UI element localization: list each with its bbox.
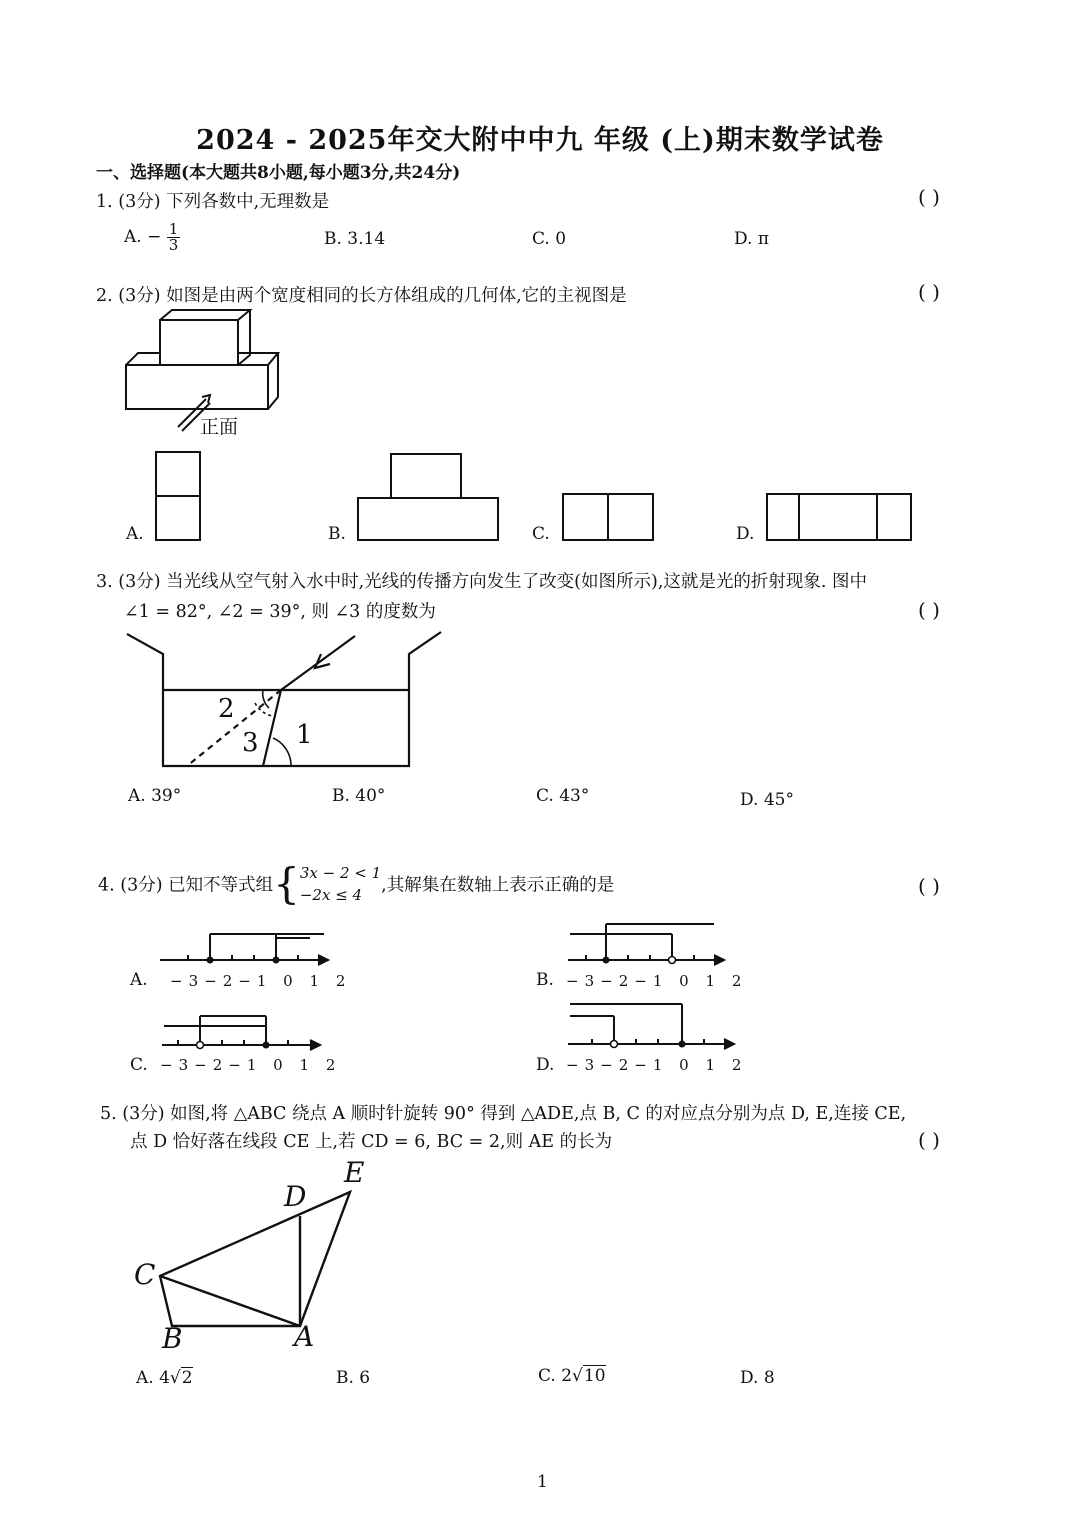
q5-label-a: A (294, 1320, 315, 1353)
q2-option-a-figure (154, 450, 202, 542)
q3-option-d[interactable]: D. 45° (740, 790, 794, 810)
q4-inequality-system: 3x − 2 < 1 −2x ≤ 4 (299, 864, 382, 904)
q5-stem-line2: 点 D 恰好落在线段 CE 上,若 CD = 6, BC = 2,则 AE 的长为 (130, 1132, 613, 1152)
q3-stem-line2: ∠1 = 82°, ∠2 = 39°, 则 ∠3 的度数为 (124, 602, 436, 622)
q3-answer-paren[interactable]: ( ) (918, 598, 940, 622)
q4-option-d[interactable]: D. (536, 1055, 555, 1075)
q5-label-c: C (134, 1258, 156, 1291)
page-number: 1 (537, 1472, 548, 1492)
q5-option-b[interactable]: B. 6 (336, 1368, 371, 1388)
q1-option-a-label: A. − (124, 227, 162, 247)
q1-option-a[interactable] (124, 222, 180, 253)
q4-option-c[interactable]: C. (130, 1055, 148, 1075)
q1-stem: 1. (3分) 下列各数中,无理数是 (96, 192, 330, 212)
q1-answer-paren[interactable]: ( ) (918, 185, 940, 209)
q2-option-b-figure (356, 452, 500, 542)
q4-option-c-number-line (160, 1012, 326, 1052)
q1-fraction: $\frac{1}{3}$ (168, 220, 179, 254)
q5-stem-line1: 5. (3分) 如图,将 △ABC 绕点 A 顺时针旋转 90° 得到 △ADE,点 B, C 的对应点分别为点 D, E,连接 CE, (100, 1104, 907, 1124)
q4-option-a[interactable]: A. (130, 970, 148, 990)
q4-stem: 4. (3分) 已知不等式组{ 3x − 2 < 1 −2x ≤ 4 ,其解集在数轴上表示正确的是 (98, 859, 615, 908)
q5-option-c[interactable]: C. 2√10 (538, 1366, 606, 1386)
q3-stem-line1: 3. (3分) 当光线从空气射入水中时,光线的传播方向发生了改变(如图所示),这就是光的折射现象. 图中 (96, 572, 868, 592)
q4-option-d-number-line (566, 998, 740, 1052)
q2-option-d[interactable]: D. (736, 524, 755, 544)
q2-stem: 2. (3分) 如图是由两个宽度相同的长方体组成的几何体,它的主视图是 (96, 286, 627, 306)
q4-stem-post: ,其解集在数轴上表示正确的是 (381, 875, 615, 896)
q3-refraction-figure (125, 628, 445, 773)
q4-option-c-axis-labels: −3−2−1 0 1 2 (160, 1056, 342, 1074)
q3-option-c[interactable]: C. 43° (536, 786, 590, 806)
q2-option-c[interactable]: C. (532, 524, 550, 544)
q5-answer-paren[interactable]: ( ) (918, 1128, 940, 1152)
q4-option-b-number-line (566, 920, 730, 968)
q2-option-b[interactable]: B. (328, 524, 346, 544)
q4-option-a-axis-labels: −3−2−1 0 1 2 (170, 972, 352, 990)
q4-option-d-axis-labels: −3−2−1 0 1 2 (566, 1056, 748, 1074)
q1-option-c[interactable]: C. 0 (532, 229, 567, 249)
q5-label-e: E (344, 1156, 365, 1189)
q3-angle-2-label: 2 (218, 694, 235, 724)
q2-front-label: 正面 (200, 416, 239, 438)
q1-option-b[interactable]: B. 3.14 (324, 229, 386, 249)
q4-stem-pre: 4. (3分) 已知不等式组 (98, 875, 274, 896)
q5-label-b: B (162, 1322, 183, 1355)
q2-option-d-figure (765, 492, 913, 542)
q5-option-d[interactable]: D. 8 (740, 1368, 775, 1388)
q2-answer-paren[interactable]: ( ) (918, 280, 940, 304)
q5-rotation-figure (140, 1180, 360, 1340)
q2-option-c-figure (561, 492, 655, 542)
q3-option-a[interactable]: A. 39° (128, 786, 182, 806)
q5-option-a[interactable]: A. 4√2 (136, 1368, 193, 1388)
page-title: 2024 - 2025年交大附中中九 年级 (上)期末数学试卷 (196, 125, 884, 156)
section-heading: 一、选择题(本大题共8小题,每小题3分,共24分) (96, 163, 461, 183)
q4-answer-paren[interactable]: ( ) (918, 874, 940, 898)
q4-option-a-number-line (158, 928, 334, 968)
q4-option-b-axis-labels: −3−2−1 0 1 2 (566, 972, 748, 990)
q2-option-a[interactable]: A. (126, 524, 144, 544)
q5-label-d: D (284, 1180, 307, 1213)
q3-option-b[interactable]: B. 40° (332, 786, 386, 806)
q4-option-b[interactable]: B. (536, 970, 554, 990)
q1-option-d[interactable]: D. π (734, 229, 770, 249)
q3-angle-1-label: 1 (296, 720, 313, 750)
q3-angle-3-label: 3 (242, 728, 259, 758)
